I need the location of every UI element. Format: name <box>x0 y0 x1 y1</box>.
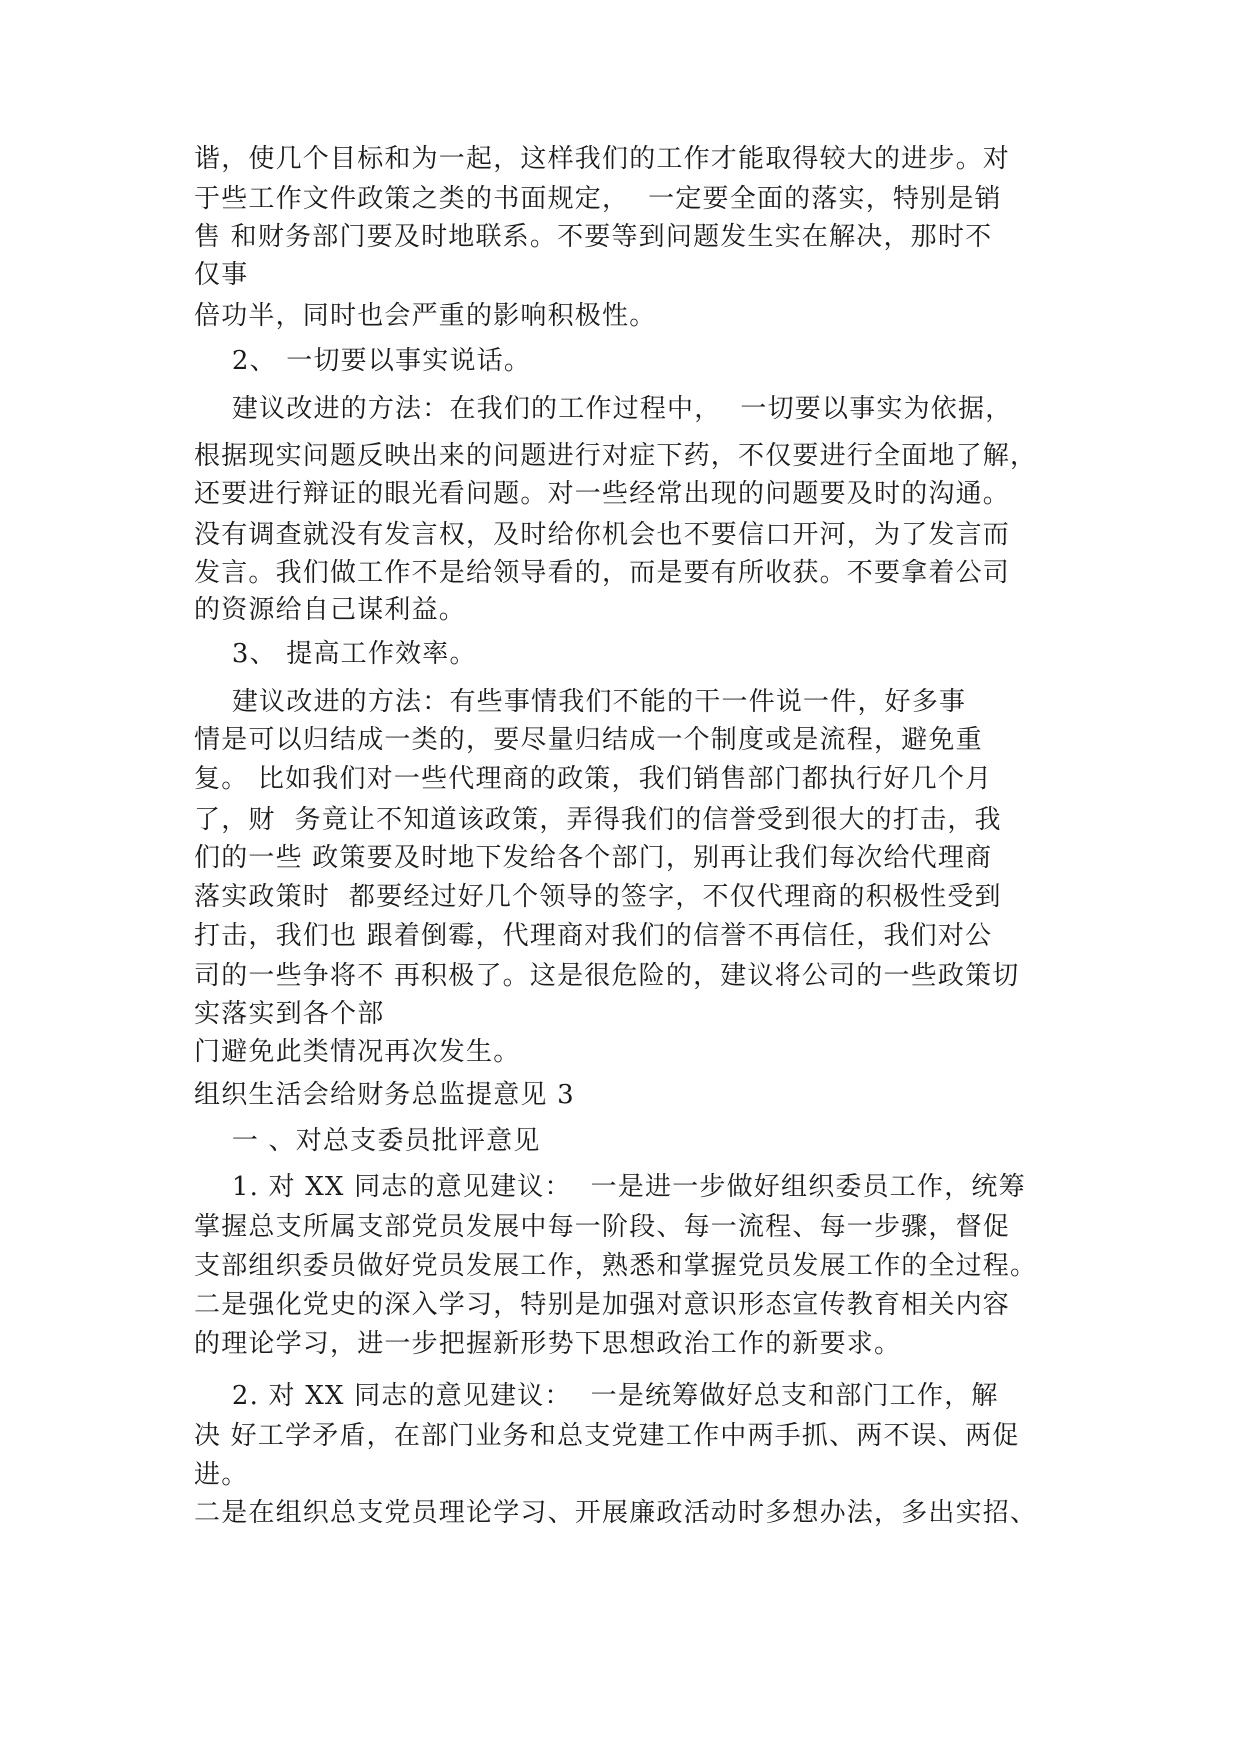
text-line: 情是可以归结成一类的，要尽量归结成一个制度或是流程，避免重 <box>194 725 983 755</box>
document-title: 组织生活会给财务总监提意见 3 <box>194 1080 575 1110</box>
text-line: 2. 对 XX 同志的意见建议： 一是统筹做好总支和部门工作，解 <box>194 1381 999 1411</box>
text-line: 支部组织委员做好党员发展工作，熟悉和掌握党员发展工作的全过程。 <box>194 1251 1038 1281</box>
text-line: 进。 <box>194 1460 249 1490</box>
text-line: 复。 比如我们对一些代理商的政策，我们销售部门都执行好几个月 <box>194 764 993 794</box>
text-line: 落实政策时 都要经过好几个领导的签字，不仅代理商的积极性受到 <box>194 882 1002 912</box>
text-line: 建议改进的方法：在我们的工作过程中， 一切要以事实为依据， <box>194 394 1013 424</box>
section-heading: 一 、对总支委员批评意见 <box>194 1126 541 1156</box>
text-line: 的资源给自己谋利益。 <box>194 595 467 625</box>
text-line: 司的一些争将不 再积极了。这是很危险的，建议将公司的一些政策切 <box>194 961 1020 991</box>
text-line: 实落实到各个部 <box>194 999 385 1029</box>
text-line: 倍功半，同时也会严重的影响积极性。 <box>194 301 657 331</box>
text-line: 还要进行辩证的眼光看问题。对一些经常出现的问题要及时的沟通。 <box>194 479 1011 509</box>
text-line: 于些工作文件政策之类的书面规定， 一定要全面的落实，特别是销 <box>194 184 1002 214</box>
text-line: 谐，使几个目标和为一起，这样我们的工作才能取得较大的进步。对 <box>194 144 1011 174</box>
text-line: 建议改进的方法：有些事情我们不能的干一件说一件，好多事 <box>194 687 967 717</box>
text-line: 了，财 务竟让不知道该政策，弄得我们的信誉受到很大的打击，我 <box>194 805 1002 835</box>
text-line: 发言。我们做工作不是给领导看的，而是要有所收获。不要拿着公司 <box>194 558 1011 588</box>
text-line: 二是在组织总支党员理论学习、开展廉政活动时多想办法，多出实招、 <box>194 1498 1038 1528</box>
text-line: 1. 对 XX 同志的意见建议： 一是进一步做好组织委员工作，统筹 <box>194 1172 1026 1202</box>
text-line: 没有调查就没有发言权，及时给你机会也不要信口开河，为了发言而 <box>194 520 1011 550</box>
section-heading: 2、 一切要以事实说话。 <box>194 346 532 376</box>
text-line: 掌握总支所属支部党员发展中每一阶段、每一流程、每一步骤，督促 <box>194 1212 1011 1242</box>
text-line: 根据现实问题反映出来的问题进行对症下药，不仅要进行全面地了解， <box>194 441 1038 471</box>
text-line: 售 和财务部门要及时地联系。不要等到问题发生实在解决，那时不 <box>194 222 993 252</box>
text-line: 门避免此类情况再次发生。 <box>194 1037 521 1067</box>
text-line: 们的一些 政策要及时地下发给各个部门，别再让我们每次给代理商 <box>194 843 993 873</box>
text-line: 打击，我们也 跟着倒霉，代理商对我们的信誉不再信任，我们对公 <box>194 921 993 951</box>
text-line: 决 好工学矛盾，在部门业务和总支党建工作中两手抓、两不误、两促 <box>194 1421 1020 1451</box>
section-heading: 3、 提高工作效率。 <box>194 639 477 669</box>
text-line: 二是强化党史的深入学习，特别是加强对意识形态宣传教育相关内容 <box>194 1290 1011 1320</box>
text-line: 仅事 <box>194 260 249 290</box>
text-line: 的理论学习，进一步把握新形势下思想政治工作的新要求。 <box>194 1329 902 1359</box>
